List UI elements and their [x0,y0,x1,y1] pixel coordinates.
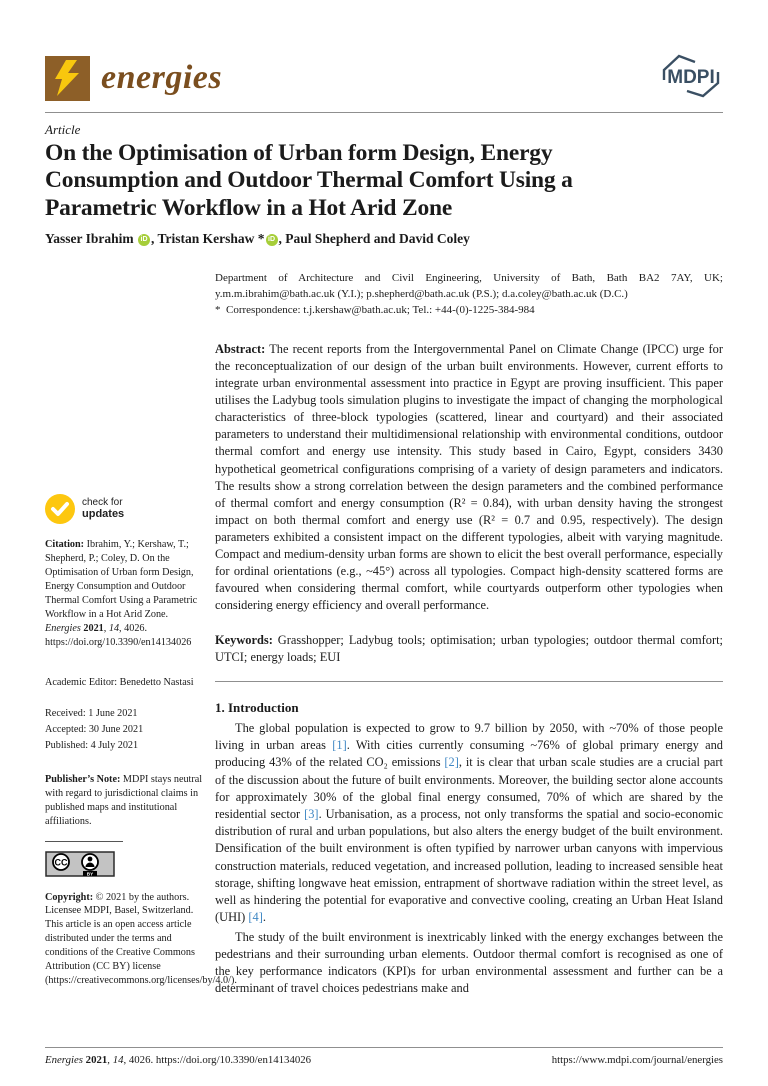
paragraph-text: , it is clear that urban scale studies are a crucial part of the discussion about the future of built environments. Moreover, the building sector alone accounts for approximately 30% of the global final energy consumed, 70% of which are shared by the residential sector [215,755,723,821]
footer [45,1054,723,1066]
lightning-bolt-icon [45,56,90,101]
footer-divider [45,1047,723,1048]
copyright-label: Copyright: [45,891,94,903]
cc-icon: CC [54,857,68,868]
check-for-updates-label: check for updates [82,496,125,521]
paragraph-text: . Urbanisation, as a process, not only transforms the spatial and socio-economic distribution of rural and urban populations, but also alters the energy budget of the built environment. Densification of the built environment is often typified by narrower urban canyons with impervious construction materials, reduced vegetation, and increased pollution, leading to increased sensible heat storage, shifting longwave heat emission, entrapment of shortwave radiation within the street level, as well as hindering the potential for evaporative and convective cooling, creating an Urban Heat Island (UHI) [215,806,724,925]
reference-link-4[interactable]: [4] [248,910,263,925]
paragraph-text: . [262,910,266,925]
paragraph-text: . With cities currently consuming ~76% of global primary energy and producing 43% of the related CO₂ emissions [215,738,723,770]
citation-label: Citation: [45,539,85,550]
copyright-text: © 2021 by the authors. Licensee MDPI, Basel, Switzerland. This article is an open access article distributed under the terms and conditions of the Creative Commons Attribution (CC BY) license (https://creativecommons.org/licenses/by/4.0/). [45,891,237,987]
affiliation: Department of Architecture and Civil Engineering, University of Bath, Bath BA2 7AY, UK; y.m.m.ibrahim@bath.ac.uk (Y.I.); p.shepherd@bath.ac.uk (P.S.); d.a.coley@bath.ac.uk (D.C.) [215,272,723,300]
main-column [215,271,723,998]
page-title: On the Optimisation of Urban form Design, Energy Consumption and Outdoor Thermal Comfort Using a Parametric Workflow in a Hot Arid Zone [45,140,573,221]
cc-by-license-badge[interactable] [45,851,203,882]
author-name: , Paul Shepherd and David Coley [278,231,470,246]
article-dates [45,706,203,755]
citation-year: 2021 [80,622,104,634]
author-line [45,231,470,247]
footer-year: 2021 [82,1054,108,1066]
citation-journal: Energies [45,622,81,634]
citation-block [45,538,203,650]
publishers-note [45,773,203,829]
svg-text:MDPI: MDPI [667,66,715,88]
accepted-date: Accepted: 30 June 2021 [45,724,144,736]
citation-doi-link[interactable]: https://doi.org/10.3390/en14134026 [45,636,192,648]
orcid-icon[interactable]: iD [266,234,278,246]
footer-journal-url[interactable]: https://www.mdpi.com/journal/energies [551,1054,723,1066]
citation-sep: , [103,622,109,634]
journal-name: energies [101,59,223,96]
abstract-label: Abstract: [215,341,266,356]
header [45,54,723,102]
sidebar-divider [45,841,123,842]
sidebar [45,270,237,988]
footer-sep: , [107,1054,113,1066]
by-label: BY [86,870,94,876]
reference-link-3[interactable]: [3] [304,806,319,821]
footer-volume: 14 [112,1054,124,1066]
abstract-text: The recent reports from the Intergovernmental Panel on Climate Change (IPCC) urge for the reconceptualization of our design of the urban built environments. However, current efforts to integrate urban environmental assessment into practice in Egypt are proving insufficient. This paper utilises the Ladybug tools simulation plugins to investigate the impact of changing the morphological characteristics of three-block typologies (scattered, linear and courtyard) and their associated parameters to understand their multidimensional relationship with environmental conditions, outdoor thermal comfort and energy use intensity. This study based in Cairo, Egypt, considers 3430 hypothetical geometrical configurations comprising of a variety of design parameters and indicators. The results show a strong correlation between the design parameters and the combined performance of thermal comfort and energy consumption (R² = 0.84), with urban density having the strongest impact on both thermal comfort and energy use (R² = 0.7 and 0.95, respectively). The design parameters exhibited a consistent impact on the different typologies, albeit with varying magnitude. Compact and medium-density urban forms are shown to elicit the best overall performance, especially for ordinal orientations (e.g., ~45°) across all typologies. Compact high-density scattered forms are favoured when considering thermal comfort, while courtyards outperform other typologies when considering energy efficiency and overall performance. [215,341,723,613]
reference-link-2[interactable]: [2] [444,755,459,770]
citation-text: Ibrahim, Y.; Kershaw, T.; Shepherd, P.; Coley, D. On the Optimisation of Urban form Design, Energy Consumption and Outdoor Thermal Comfort Using a Parametric Workflow in a Hot Arid Zone. [45,539,198,620]
keywords-label: Keywords: [215,632,273,647]
reference-link-1[interactable]: [1] [332,738,347,753]
intro-paragraph-2: The study of the built environment is inextricably linked with the energy exchanges between the pedestrians and their surrounding urban elements. Outdoor thermal comfort is recognised as one of the key performance indicators (KPI)s for urban environmental assessment and further can be a determinant of travel choices pedestrians make and [215,929,723,996]
footer-journal: Energies [45,1054,83,1066]
keywords-text: Grasshopper; Ladybug tools; optimisation; urban typologies; outdoor thermal comfort; UTCI; energy loads; EUI [215,632,723,664]
footer-citation [45,1054,311,1066]
correspondence-line [215,303,723,319]
header-divider [45,112,723,113]
citation-pages: , 4026. [119,622,148,634]
person-icon [88,856,93,861]
published-date: Published: 4 July 2021 [45,740,139,752]
check-icon [45,494,75,524]
correspondence-marker: * [215,304,221,317]
section-heading-introduction: 1. Introduction [215,699,299,715]
footer-pages: , 4026. [123,1054,156,1066]
paragraph-text: The global population is expected to grow to 9.7 billion by 2050, with ~70% of those people living in urban areas [215,720,723,753]
section-divider [215,681,723,682]
copyright-block [45,891,237,989]
energies-logo [45,56,222,101]
academic-editor: Academic Editor: Benedetto Nastasi [45,676,194,688]
publishers-note-label: Publisher’s Note: [45,773,121,785]
publishers-note-text: MDPI stays neutral with regard to jurisdictional claims in published maps and institutional affiliations. [45,773,203,827]
article-type-label: Article [45,122,81,137]
received-date: Received: 1 June 2021 [45,707,138,719]
orcid-icon[interactable]: iD [138,234,150,246]
author-name: , Tristan Kershaw * [151,231,265,246]
correspondence-text[interactable]: Correspondence: t.j.kershaw@bath.ac.uk; Tel.: +44-(0)-1225-384-984 [226,304,535,317]
mdpi-logo [659,53,723,104]
abstract [215,341,723,615]
intro-paragraph-1 [215,720,723,927]
footer-doi-link[interactable]: https://doi.org/10.3390/en14134026 [155,1054,312,1066]
check-for-updates-button[interactable] [45,494,203,524]
author-name: Yasser Ibrahim [45,231,134,246]
citation-volume: 14 [108,622,120,634]
keywords [215,632,723,666]
